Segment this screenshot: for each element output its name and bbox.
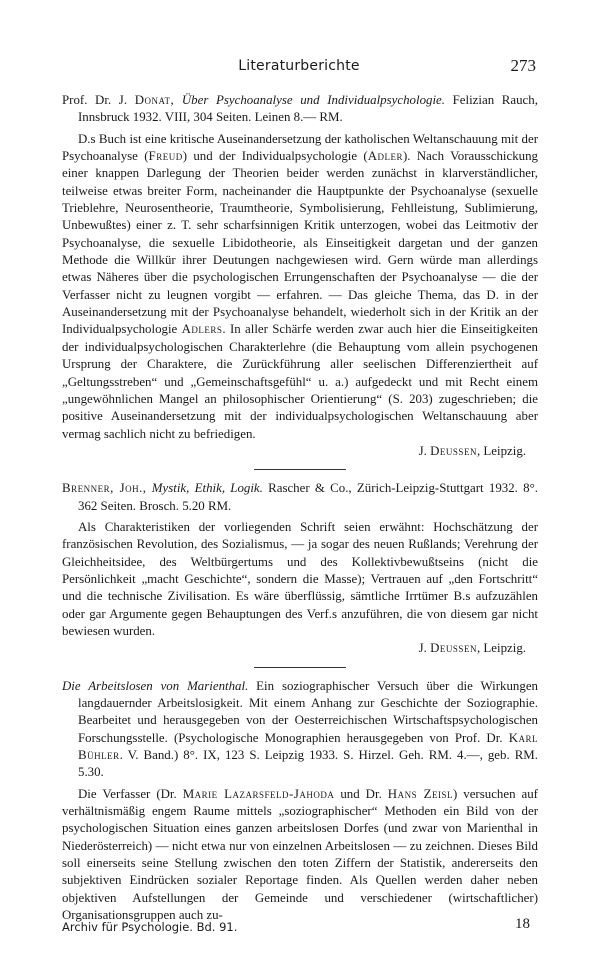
- review-heading-brenner: [62, 480, 538, 515]
- journal-info: Archiv für Psychologie. Bd. 91.: [62, 920, 238, 934]
- review-heading-donat: [62, 92, 538, 127]
- section-divider: [254, 469, 346, 470]
- review-body-donat: D.s Buch ist eine kritische Auseinandersetzung der katholischen Weltanschauung mit der Psychoanalyse (Freud) und der Individualpsychologie (Adler). Nach Vorausschickung einer knappen Darlegung der Theorien beider werden zunächst in klarverständlicher, teilweise etwas breiter Form, nacheinander die Hauptpunkte der Psychoanalyse (sexuelle Trieblehre, Neurosentheorie, Traumtheorie, Symbolisierung, Fehlleistung, Sublimierung, Unbewußtes) einer z. T. sehr scharfsinnigen Kritik unterzogen, wobei das Leitmotiv der Psychoanalyse, die sexuelle Libidotheorie, als Einseitigkeit dargetan und der ganzen Methode die Willkür ihrer Deutungen nachgewiesen wird. Gern würde man allerdings etwas Näheres über die psychologischen Errungenschaften der Psychoanalyse — die der Verfasser nicht zu leugnen vorgibt — erfahren. — Das gleiche Thema, das D. in der Auseinandersetzung mit der Psychoanalyse behandelt, wiederholt sich in der Kritik an der Individualpsychologie Adlers. In aller Schärfe werden zwar auch hier die Einseitigkeiten der individualpsychologischen Charakterlehre (die Behauptung vom allein psychogenen Ursprung der Charaktere, die Zurückführung aller seelischen Differenziertheit auf „Geltungsstreben“ und „Gemeinschaftsgefühl“ u. a.) aufgedeckt und mit Recht einem „ungewöhnlichen Mangel an philosophischer Orientierung“ (S. 203) zugeschrieben; die positive Auseinandersetzung mit der individualpsychologischen Weltanschauung aber vermag sachlich nicht zu befriedigen.: [62, 131, 538, 441]
- publisher-info: Rascher & Co., Zürich-Leipzig-Stuttgart: [268, 481, 484, 496]
- review-body-marienthal: Die Verfasser (Dr. Marie Lazarsfeld-Jahoda und Dr. Hans Zeisl) versuchen auf verhältnismäßig engem Raume mittels „soziographischer“ Methoden ein Bild von der psychologischen Situation eines ganzen arbeitslosen Dorfes (und zwar von Marienthal in Niederösterreich) — nicht etwa nur von einzelnen Arbeitslosen — zu zeichnen. Dieses Bild soll einerseits seine Stellung zwischen den toten Ziffern der Statistik, andererseits den subjektiven Eindrücken sozialer Reportage finden. Als Quellen werden daher neben objektiven Aufstellungen der Gemeinde und verschiedener (wirtschaftlicher) Organisationsgruppen auch zu-: [62, 786, 538, 923]
- reviewer-signature: J. Deussen, Leipzig.: [418, 443, 526, 458]
- name-jahoda: Marie Lazarsfeld-Jahoda: [182, 786, 335, 801]
- page-content: [62, 92, 538, 924]
- name-zeisl: Hans Zeisl: [387, 786, 453, 801]
- author-prefix: Prof. Dr. J.: [62, 93, 135, 107]
- name-buehler: Karl Bühler: [78, 730, 538, 763]
- author-name: Brenner, Joh.,: [62, 481, 147, 496]
- page-number: 273: [510, 56, 536, 75]
- book-title: Mystik, Ethik, Logik.: [151, 481, 263, 496]
- review-body-brenner: Als Charakteristiken der vorliegenden Schrift seien erwähnt: Hochschätzung der französischen Revolution, des Sozialismus, — ja sogar des neuen Rußlands; Verehrung der Gleichheitsidee, des Weltbürgertums und des Kollektivbewußtseins (nicht die Persönlichkeit „macht Geschichte“, sondern die Masse); Vertrauen auf „den Fortschritt“ und die technische Zivilisation. Es wäre überflüssig, sämtliche Irrtümer B.s aufzuzählen oder gar Argumente gegen Behauptungen des Verf.s anzuführen, die von diesem gar nicht bewiesen wurden.: [62, 519, 538, 638]
- name-adlers: Adlers: [181, 322, 223, 337]
- name-freud: Freud: [148, 149, 183, 164]
- page-footer: [62, 916, 530, 934]
- section-divider: [254, 667, 346, 668]
- page-header: [62, 58, 536, 82]
- publisher-info-cont: Rauch, Innsbruck 1932. VIII, 304 Seiten. Leinen 8.— RM.: [78, 93, 538, 125]
- running-title: Literaturberichte: [238, 58, 360, 74]
- author-name: Donat,: [134, 93, 175, 107]
- book-title: Die Arbeitslosen von Marienthal.: [62, 678, 249, 693]
- publisher-info-cont: 1932. 8°. 362 Seiten. Brosch. 5.20 RM.: [78, 481, 538, 513]
- publisher-info: Felizian: [452, 93, 495, 107]
- book-title: Über Psychoanalyse und Individualpsychologie.: [181, 93, 445, 107]
- signature-mark: 18: [515, 916, 530, 932]
- reviewer-signature: J. Deussen, Leipzig.: [418, 641, 526, 656]
- review-heading-marienthal: Die Arbeitslosen von Marienthal. Ein soziographischer Versuch über die Wirkungen langdauernder Arbeitslosigkeit. Mit einem Anhang zur Geschichte der Soziographie. Bearbeitet und herausgegeben von der Oesterreichischen Wirtschaftspsychologischen Forschungsstelle. (Psychologische Monographien herausgegeben von Prof. Dr. Karl Bühler. V. Band.) 8°. IX, 123 S. Leipzig 1933. S. Hirzel. Geh. RM. 4.—, geb. RM. 5.30.: [62, 678, 538, 780]
- name-adler: Adler: [367, 149, 404, 164]
